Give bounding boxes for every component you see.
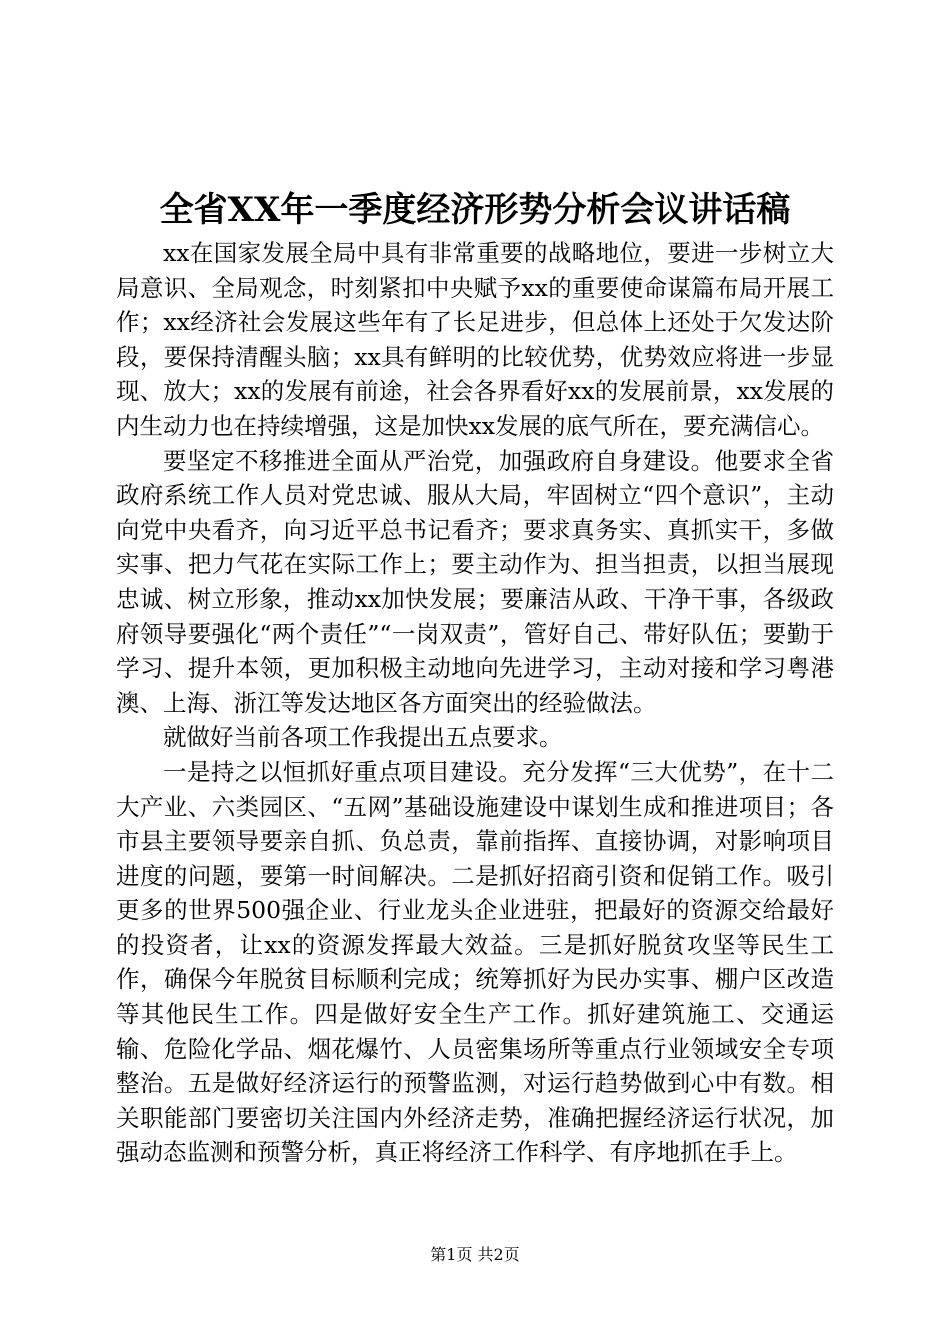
document-body [116,236,834,1170]
paragraph-4: 一是持之以恒抓好重点项目建设。充分发挥“三大优势”，在十二大产业、六类园区、“五网”基础设施建设中谋划生成和推进项目；各市县主要领导要亲自抓、负总责，靠前指挥、直接协调，对影响项目进度的问题，要第一时间解决。二是抓好招商引资和促销工作。吸引更多的世界500强企业、行业龙头企业进驻，把最好的资源交给最好的投资者，让xx的资源发挥最大效益。三是抓好脱贫攻坚等民生工作，确保今年脱贫目标顺利完成；统筹抓好为民办实事、棚户区改造等其他民生工作。四是做好安全生产工作。抓好建筑施工、交通运输、危险化学品、烟花爆竹、人员密集场所等重点行业领域安全专项整治。五是做好经济运行的预警监测，对运行趋势做到心中有数。相关职能部门要密切关注国内外经济走势，准确把握经济运行状况，加强动态监测和预警分析，真正将经济工作科学、有序地抓在手上。 [116,757,834,1167]
document-title: 全省XX年一季度经济形势分析会议讲话稿 [159,190,791,230]
page-number-footer: 第1页 共2页 [430,1245,520,1264]
paragraph-2: 要坚定不移推进全面从严治党，加强政府自身建设。他要求全省政府系统工作人员对党忠诚、服从大局，牢固树立“四个意识”，主动向党中央看齐，向习近平总书记看齐；要求真务实、真抓实干，多做实事、把力气花在实际工作上；要主动作为、担当担责，以担当展现忠诚、树立形象，推动xx加快发展；要廉洁从政、干净干事，各级政府领导要强化“两个责任”“一岗双责”，管好自己、带好队伍；要勤于学习、提升本领，更加积极主动地向先进学习，主动对接和学习粤港澳、上海、浙江等发达地区各方面突出的经验做法。 [116,446,834,717]
paragraph-3: 就做好当前各项工作我提出五点要求。 [163,723,563,752]
paragraph-1: xx在国家发展全局中具有非常重要的战略地位，要进一步树立大局意识、全局观念，时刻紧扣中央赋予xx的重要使命谋篇布局开展工作；xx经济社会发展这些年有了长足进步，但总体上还处于欠发达阶段，要保持清醒头脑；xx具有鲜明的比较优势，优势效应将进一步显现、放大；xx的发展有前途，社会各界看好xx的发展前景，xx发展的内生动力也在持续增强，这是加快xx发展的底气所在，要充满信心。 [116,239,834,440]
